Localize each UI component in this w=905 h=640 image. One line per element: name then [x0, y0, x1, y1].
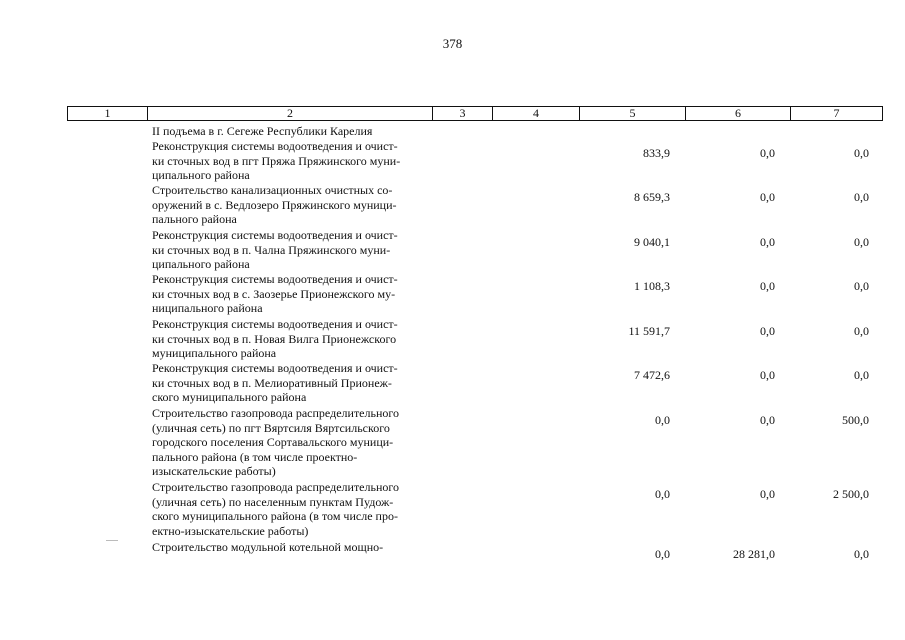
description-line: ципального района — [152, 168, 250, 183]
description-line: ки сточных вод в п. Чална Пряжинского муни- — [152, 242, 391, 257]
description-line: ского муниципального района (в том числе про- — [152, 509, 398, 524]
description-line: Строительство газопровода распределительного — [152, 480, 400, 494]
description-line: Строительство газопровода распределительного — [152, 406, 400, 420]
row-description — [152, 139, 442, 183]
description-line: муниципального района — [152, 346, 277, 361]
value-c5: 0,0 — [655, 547, 670, 561]
description-line: ского муниципального района — [152, 390, 307, 405]
description-line: Реконструкция системы водоотведения и очист- — [152, 361, 398, 375]
description-line: оружений в с. Ведлозеро Пряжинского муници- — [152, 197, 397, 212]
description-line: ки сточных вод в с. Заозерье Прионежского му- — [152, 286, 396, 301]
header-col-3: 3 — [433, 107, 493, 120]
description-line: пального района (в том числе проектно- — [152, 449, 358, 464]
table-header — [67, 106, 883, 121]
value-c6: 0,0 — [760, 146, 775, 160]
description-line: Реконструкция системы водоотведения и очист- — [152, 317, 398, 331]
header-col-1: 1 — [68, 107, 148, 120]
row-description — [152, 183, 442, 227]
value-c6: 0,0 — [760, 235, 775, 249]
value-c6: 28 281,0 — [733, 547, 775, 561]
header-col-6: 6 — [686, 107, 791, 120]
value-c7: 0,0 — [854, 324, 869, 338]
row-description — [152, 540, 442, 555]
value-c5: 1 108,3 — [634, 279, 670, 293]
description-line: ципального района — [152, 257, 250, 272]
description-line: ки сточных вод в п. Новая Вилга Прионежского — [152, 331, 397, 346]
description-line: Реконструкция системы водоотведения и очист- — [152, 228, 398, 242]
value-c6: 0,0 — [760, 413, 775, 427]
value-c7: 0,0 — [854, 368, 869, 382]
description-line: городского поселения Сортавальского муници- — [152, 435, 394, 450]
value-c7: 0,0 — [854, 279, 869, 293]
value-c6: 0,0 — [760, 368, 775, 382]
description-line: изыскательские работы) — [152, 464, 276, 479]
value-c5: 0,0 — [655, 487, 670, 501]
value-c6: 0,0 — [760, 279, 775, 293]
description-line: Строительство модульной котельной мощно- — [152, 540, 384, 554]
value-c5: 11 591,7 — [628, 324, 670, 338]
value-c7: 2 500,0 — [833, 487, 869, 501]
row-description — [152, 480, 442, 538]
description-line: II подъема в г. Сегеже Республики Карелия — [152, 124, 373, 138]
description-line: пального района — [152, 212, 237, 227]
row-description — [152, 272, 442, 316]
row-description — [152, 361, 442, 405]
row-description — [152, 317, 442, 361]
value-c7: 0,0 — [854, 190, 869, 204]
description-line: ниципального района — [152, 301, 263, 316]
value-c6: 0,0 — [760, 487, 775, 501]
description-line: ки сточных вод в п. Мелиоративный Прионеж- — [152, 375, 392, 390]
row-description — [152, 228, 442, 272]
value-c5: 9 040,1 — [634, 235, 670, 249]
value-c5: 0,0 — [655, 413, 670, 427]
value-c5: 8 659,3 — [634, 190, 670, 204]
header-col-5: 5 — [580, 107, 686, 120]
description-line: Реконструкция системы водоотведения и очист- — [152, 272, 398, 286]
row-description — [152, 124, 442, 139]
description-line: (уличная сеть) по пгт Вяртсиля Вяртсильского — [152, 420, 390, 435]
scan-mark — [106, 540, 118, 541]
value-c7: 0,0 — [854, 235, 869, 249]
value-c7: 500,0 — [842, 413, 869, 427]
description-line: Строительство канализационных очистных со- — [152, 183, 393, 197]
value-c7: 0,0 — [854, 146, 869, 160]
header-col-7: 7 — [833, 106, 840, 120]
page-number: 378 — [442, 36, 463, 51]
value-c6: 0,0 — [760, 324, 775, 338]
description-line: (уличная сеть) по населенным пунктам Пудож- — [152, 494, 394, 509]
value-c6: 0,0 — [760, 190, 775, 204]
description-line: Реконструкция системы водоотведения и очист- — [152, 139, 398, 153]
header-col-4: 4 — [493, 107, 580, 120]
row-description — [152, 406, 442, 479]
value-c5: 833,9 — [643, 146, 670, 160]
value-c5: 7 472,6 — [634, 368, 670, 382]
description-line: ки сточных вод в пгт Пряжа Пряжинского муни- — [152, 153, 401, 168]
header-col-2: 2 — [148, 107, 433, 120]
description-line: ектно-изыскательские работы) — [152, 523, 309, 538]
value-c7: 0,0 — [854, 547, 869, 561]
